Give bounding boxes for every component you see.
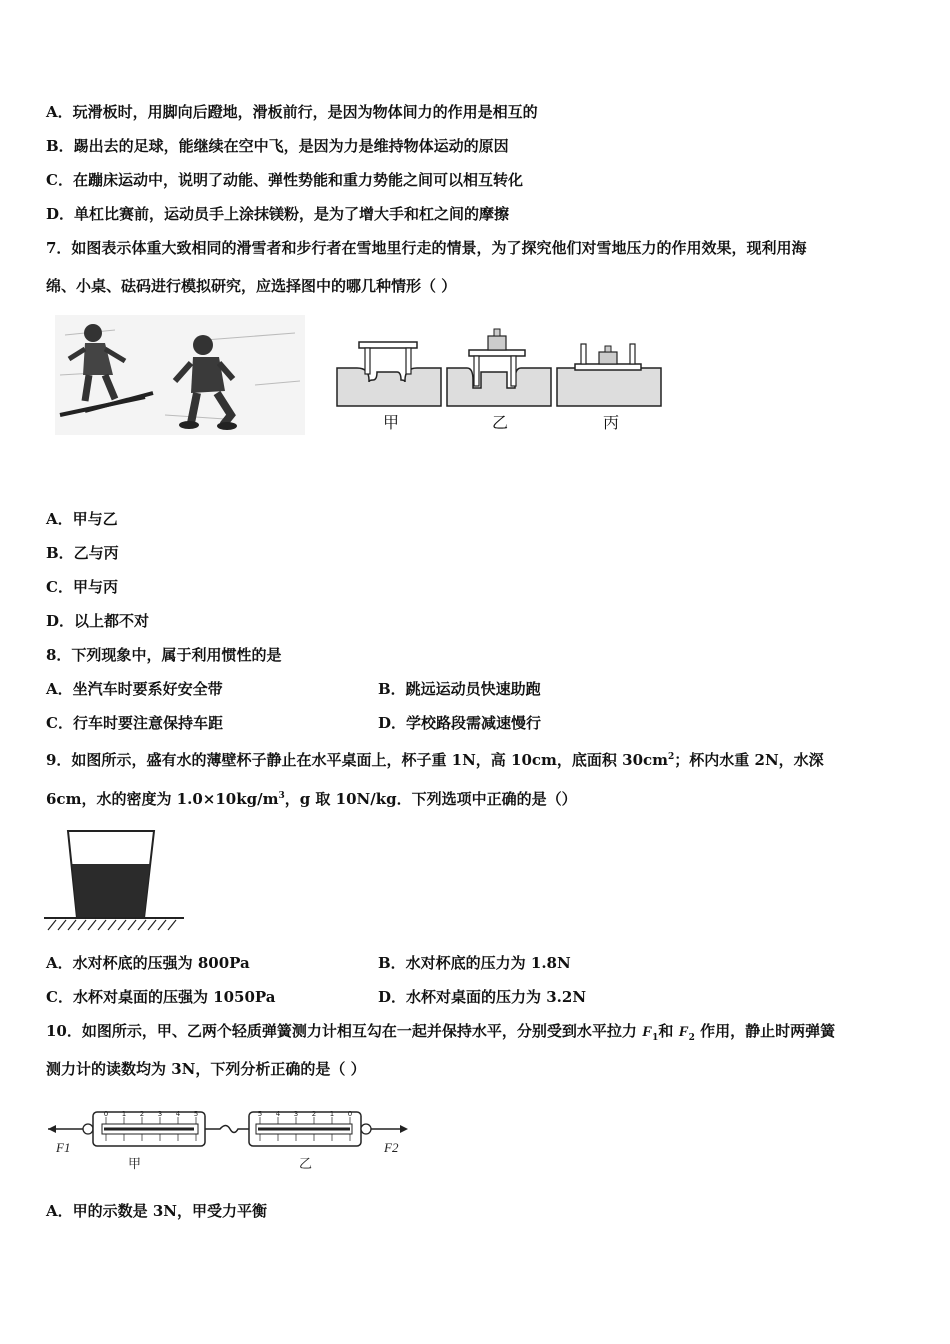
q7-figure-label-bing: 丙 <box>603 413 620 432</box>
scale-yi-tick-2: 2 <box>311 1110 317 1118</box>
scale-jia-tick-1: 1 <box>121 1110 127 1118</box>
q8-option-d: D．学校路段需减速慢行 <box>378 714 542 732</box>
scale-yi-tick-4: 4 <box>275 1110 281 1118</box>
q8-stem: 8．下列现象中，属于利用惯性的是 <box>46 646 282 664</box>
sponge-bing <box>557 344 661 406</box>
q9-option-b: B．水对杯底的压力为 1.8N <box>378 954 571 972</box>
q8-option-c: C．行车时要注意保持车距 <box>46 714 223 732</box>
spring-scale-yi <box>249 1112 361 1146</box>
scale-jia-tick-2: 2 <box>139 1110 145 1118</box>
q9-option-d: D．水杯对桌面的压力为 3.2N <box>378 988 587 1006</box>
q7-figure-label-jia: 甲 <box>383 413 400 432</box>
q10-stem-line2: 测力计的读数均为 3N，下列分析正确的是（ ） <box>46 1060 366 1078</box>
q9-option-a: A．水对杯底的压强为 800Pa <box>46 954 250 972</box>
q7-stem-line2: 绵、小桌、砝码进行模拟研究，应选择图中的哪几种情形（ ） <box>46 277 457 295</box>
q7-skier-walker-figure <box>55 315 305 435</box>
q7-stem-line1: 7．如图表示体重大致相同的滑雪者和步行者在雪地里行走的情景，为了探究他们对雪地压力的作用效果，现利用海 <box>46 239 807 257</box>
force-label-f2: F2 <box>384 1140 399 1155</box>
scale-jia-tick-0: 0 <box>103 1110 109 1118</box>
q6-option-d: D．单杠比赛前，运动员手上涂抹镁粉，是为了增大手和杠之间的摩擦 <box>46 205 510 223</box>
q7-figure-label-yi: 乙 <box>492 413 509 432</box>
q10-figure-label-yi: 乙 <box>299 1157 313 1172</box>
q7-option-d: D．以上都不对 <box>46 612 150 630</box>
scale-jia-tick-4: 4 <box>175 1110 181 1118</box>
q10-stem-line1: 10．如图所示，甲、乙两个轻质弹簧测力计相互勾在一起并保持水平，分别受到水平拉力 $F_1$和 $F_2$ 作用，静止时两弹簧 <box>46 1022 836 1043</box>
sponge-yi <box>447 329 551 406</box>
q6-option-a: A．玩滑板时，用脚向后蹬地，滑板前行，是因为物体间力的作用是相互的 <box>46 103 538 121</box>
q9-stem-line1: 9．如图所示，盛有水的薄壁杯子静止在水平桌面上，杯子重 1N，高 10cm，底面积 $30cm^2$；杯内水重 2N，水深 <box>46 751 824 769</box>
q10-figure-label-jia: 甲 <box>128 1157 142 1172</box>
q6-option-c: C．在蹦床运动中，说明了动能、弹性势能和重力势能之间可以相互转化 <box>46 171 523 189</box>
scale-jia-tick-5: 5 <box>193 1110 199 1118</box>
q9-stem-line2: 6cm，水的密度为 $1.0\times 10kg/m^3$，g 取 10N/kg．下列选项中正确的是（） <box>46 790 577 808</box>
scale-yi-tick-0: 0 <box>347 1110 353 1118</box>
scale-yi-tick-5: 5 <box>257 1110 263 1118</box>
scale-jia-tick-3: 3 <box>157 1110 163 1118</box>
q7-option-c: C．甲与丙 <box>46 578 118 596</box>
q9-option-c: C．水杯对桌面的压强为 1050Pa <box>46 988 276 1006</box>
scale-yi-tick-1: 1 <box>329 1110 335 1118</box>
q10-spring-scale-figure <box>44 1104 414 1176</box>
scale-yi-tick-3: 3 <box>293 1110 299 1118</box>
q7-option-b: B．乙与丙 <box>46 544 119 562</box>
q7-option-a: A．甲与乙 <box>46 510 118 528</box>
q9-cup-figure <box>44 826 184 934</box>
q6-option-b: B．踢出去的足球，能继续在空中飞，是因为力是维持物体运动的原因 <box>46 137 509 155</box>
sponge-jia <box>337 342 441 406</box>
force-label-f1: F1 <box>56 1140 71 1155</box>
q10-option-a: A．甲的示数是 3N，甲受力平衡 <box>46 1202 268 1220</box>
spring-scale-jia <box>93 1112 205 1146</box>
q8-option-a: A．坐汽车时要系好安全带 <box>46 680 223 698</box>
q8-option-b: B．跳远运动员快速助跑 <box>378 680 541 698</box>
